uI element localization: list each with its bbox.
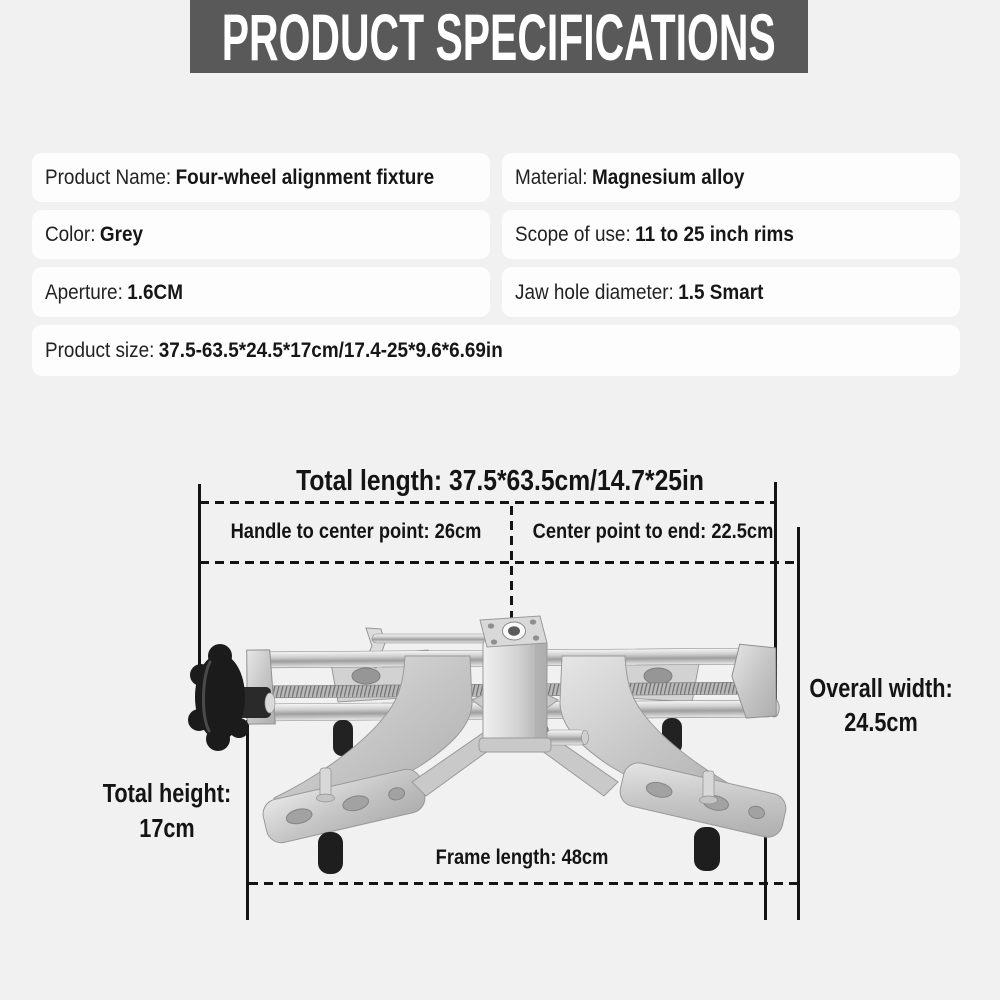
spec-value: 37.5-63.5*24.5*17cm/17.4-25*9.6*6.69in	[158, 338, 503, 362]
spec-value: Magnesium alloy	[591, 165, 745, 189]
spec-card-color	[32, 210, 490, 259]
frame-length-label: Frame length: 48cm	[435, 845, 609, 869]
right-foot-pin	[694, 827, 720, 871]
spec-value: 11 to 25 inch rims	[635, 222, 794, 246]
product-illustration	[180, 600, 800, 940]
total-height-label: Total height: 17cm	[102, 780, 232, 843]
spec-value: 1.5 Smart	[678, 279, 764, 304]
center-to-end-label: Center point to end: 22.5cm	[532, 519, 774, 543]
spec-label: Product Name:	[45, 165, 172, 189]
spec-card-product-name	[32, 153, 490, 202]
spec-card-product-size	[32, 325, 960, 376]
spec-label: Scope of use:	[515, 222, 631, 246]
spec-label: Jaw hole diameter:	[515, 279, 674, 304]
overall-width-label: Overall width: 24.5cm	[809, 675, 953, 737]
spec-label: Material:	[515, 165, 588, 189]
dimension-line-total-length	[200, 501, 776, 504]
spec-value: 1.6CM	[127, 279, 183, 304]
spec-value: Four-wheel alignment fixture	[175, 165, 435, 189]
header-banner	[190, 0, 808, 73]
spec-value: Grey	[99, 222, 144, 246]
left-foot-pin	[318, 832, 343, 874]
spec-label: Product size:	[45, 338, 155, 362]
spec-label: Aperture:	[45, 279, 123, 304]
spec-card-jaw-hole	[502, 267, 960, 317]
spec-label: Color:	[45, 222, 96, 246]
spec-card-aperture	[32, 267, 490, 317]
total-length-label: Total length: 37.5*63.5cm/14.7*25in	[296, 465, 704, 497]
page-title: PRODUCT SPECIFICATIONS	[222, 0, 776, 74]
spec-card-material	[502, 153, 960, 202]
dimension-line-handle-center	[200, 561, 798, 564]
spec-card-scope	[502, 210, 960, 259]
handle-to-center-label: Handle to center point: 26cm	[230, 519, 482, 543]
top-mount-plate	[480, 616, 547, 647]
